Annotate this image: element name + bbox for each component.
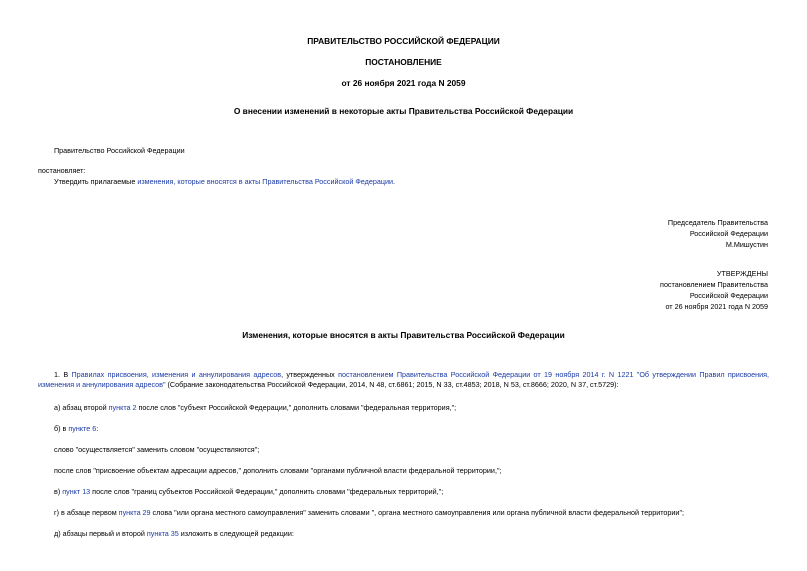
point-35-link[interactable]: пункта 35 — [146, 529, 179, 538]
point-6-link[interactable]: пункте 6 — [68, 424, 97, 433]
item-b — [54, 424, 98, 434]
point-2-link[interactable]: пункта 2 — [108, 403, 137, 412]
org-heading: ПРАВИТЕЛЬСТВО РОССИЙСКОЙ ФЕДЕРАЦИИ — [307, 36, 500, 46]
document-title: О внесении изменений в некоторые акты Правительства Российской Федерации — [233, 106, 574, 116]
item-a-prefix: а) абзац второй — [54, 403, 109, 412]
signature-name: М.Мишустин — [725, 240, 768, 249]
approved-stamp-line4: от 26 ноября 2021 года N 2059 — [665, 302, 768, 311]
approve-prefix: Утвердить прилагаемые — [54, 177, 138, 186]
preamble-line-decides: постановляет: — [38, 166, 86, 175]
item-a-suffix: после слов "субъект Российской Федерации," дополнить словами "федеральная территория,"; — [136, 403, 457, 412]
changes-title: Изменения, которые вносятся в акты Правительства Российской Федерации — [242, 330, 565, 340]
rules-link[interactable]: Правилах присвоения, изменения и аннулирования адресов — [71, 370, 282, 379]
signature-position: Председатель Правительства — [667, 218, 768, 227]
item-1-mid: , утвержденных — [281, 370, 339, 379]
approved-stamp-line2: постановлением Правительства — [660, 280, 768, 289]
item-1-suffix: (Собрание законодательства Российской Федерации, 2014, N 48, ст.6861; 2015, N 33, ст.4853; 2018, N 53, ст.8666; 2020, N 37, ст.5729): — [165, 380, 619, 389]
resolution-1221-link[interactable]: постановлением Правительства Российской Федерации от 19 ноября 2014 г. N 1221 "Об утверждении Правил присвоения, изменения и аннулирования адресов" — [38, 370, 769, 389]
item-g — [54, 508, 684, 518]
approve-paragraph — [54, 177, 395, 187]
item-1-paragraph — [38, 370, 769, 390]
item-a — [54, 403, 456, 413]
date-number-heading: от 26 ноября 2021 года N 2059 — [341, 78, 466, 88]
item-v-suffix: после слов "границ субъектов Российской Федерации," дополнить словами "федеральных территорий,"; — [90, 487, 444, 496]
item-d — [54, 529, 294, 539]
changes-link[interactable]: изменения, которые вносятся в акты Правительства Российской Федерации — [137, 177, 393, 186]
item-1-prefix: 1. В — [54, 370, 72, 379]
point-13-link[interactable]: пункт 13 — [62, 487, 91, 496]
item-g-prefix: г) в абзаце первом — [54, 508, 119, 517]
preamble-line-government: Правительство Российской Федерации — [54, 146, 185, 155]
item-d-suffix: изложить в следующей редакции: — [178, 529, 294, 538]
item-b-line-2: после слов "присвоение объектам адресации адресов," дополнить словами "органами публичной власти федеральной территории,"; — [54, 466, 502, 475]
approved-stamp-title: УТВЕРЖДЕНЫ — [716, 269, 768, 278]
item-b-prefix: б) в — [54, 424, 69, 433]
doc-type-heading: ПОСТАНОВЛЕНИЕ — [365, 57, 442, 67]
item-v-prefix: в) — [54, 487, 63, 496]
item-v — [54, 487, 443, 497]
item-d-prefix: д) абзацы первый и второй — [54, 529, 147, 538]
point-29-link[interactable]: пункта 29 — [118, 508, 151, 517]
item-g-suffix: слова "или органа местного самоуправления" заменить словами ", органа местного самоуправления или органа публичной власти федеральной территории"; — [150, 508, 684, 517]
signature-org: Российской Федерации — [689, 229, 768, 238]
approve-suffix: . — [392, 177, 395, 186]
item-b-suffix: : — [96, 424, 99, 433]
approved-stamp-line3: Российской Федерации — [689, 291, 768, 300]
item-b-line-1: слово "осуществляется" заменить словом "осуществляются"; — [54, 445, 260, 454]
